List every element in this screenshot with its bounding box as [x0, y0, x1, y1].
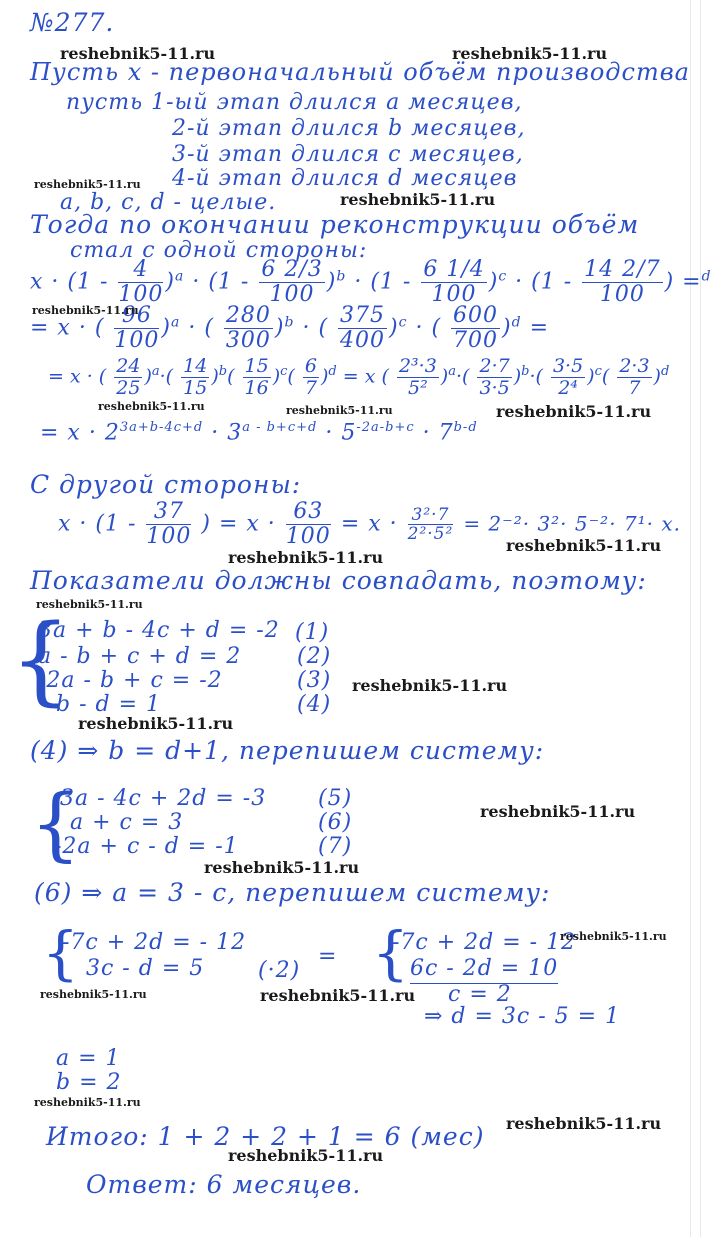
step6-left-eq-1: -7c + 2d = - 12 — [62, 930, 247, 955]
intro-line-6: a, b, c, d - целые. — [60, 190, 277, 215]
watermark: reshebnik5-11.ru — [60, 44, 216, 63]
watermark: reshebnik5-11.ru — [32, 304, 139, 317]
system-tag-1: (1) — [295, 620, 330, 645]
step6-c-result: c = 2 — [448, 982, 512, 1007]
system-eq-4: b - d = 1 — [56, 692, 162, 717]
watermark: reshebnik5-11.ru — [496, 402, 652, 421]
intro-line-4: 3-й этап длился c месяцев, — [172, 142, 524, 167]
watermark: reshebnik5-11.ru — [352, 676, 508, 695]
system-eq-1: 3a + b - 4c + d = -2 — [38, 618, 280, 643]
watermark: reshebnik5-11.ru — [34, 178, 141, 191]
watermark: reshebnik5-11.ru — [34, 1096, 141, 1109]
watermark: reshebnik5-11.ru — [98, 400, 205, 413]
watermark: reshebnik5-11.ru — [506, 536, 662, 555]
problem-number: №277. — [30, 8, 115, 37]
expression-row-4: = $x \cdot 2^{3a+b-4c+d} \cdot 3^{a - b+c+d} \cdot 5^{-2a-b+c} \cdot 7^{b-d}$ — [40, 420, 478, 446]
answer-line: Ответ: 6 месяцев. — [86, 1170, 362, 1199]
step4-tag-7: (7) — [318, 834, 353, 859]
watermark: reshebnik5-11.ru — [36, 598, 143, 611]
intro-line-2: пусть 1-ый этап длился a месяцев, — [66, 90, 523, 115]
watermark: reshebnik5-11.ru — [78, 714, 234, 733]
system-eq-3: -2a - b + c = -2 — [38, 668, 223, 693]
then-line-2: стал с одной стороны: — [70, 238, 368, 263]
intro-line-3: 2-й этап длился b месяцев, — [172, 116, 526, 141]
watermark: reshebnik5-11.ru — [286, 404, 393, 417]
exponents-title: Показатели должны совпадать, поэтому: — [30, 566, 647, 595]
margin-guide-line — [690, 0, 691, 1237]
system-brace: { — [10, 604, 72, 716]
expression-row-2: = x · ( $\frac{96}{100}$ )$^a$ · ( $\frac{280}{300}$ )$^b$ · ( $\frac{375}{400}$ )$^c$ · ( $\frac{600}{700}$ )$^d$ = — [30, 303, 550, 354]
fraction: $\frac{6 1/4}{100}$ — [423, 257, 485, 308]
step4-eq-1: 3a - 4c + 2d = -3 — [60, 786, 267, 811]
other-side-title: С другой стороны: — [30, 470, 302, 499]
watermark: reshebnik5-11.ru — [260, 986, 416, 1005]
step6-equals: = — [318, 944, 338, 969]
other-side-equation: x · (1 - $\frac{37}{100}$ ) = x · $\frac{63}{100}$ = x · $\frac{\text{3²·7}}{\text{2²·5²}}$ = 2⁻²· 3²· 5⁻²· 7¹· x. — [58, 499, 682, 550]
value-b: b = 2 — [56, 1070, 122, 1095]
fraction: $\frac{4}{100}$ — [118, 257, 164, 308]
watermark: reshebnik5-11.ru — [452, 44, 608, 63]
step6-left-eq-2: 3c - d = 5 — [86, 956, 205, 981]
watermark: reshebnik5-11.ru — [204, 858, 360, 877]
step-6-text: (6) ⇒ a = 3 - c, перепишем систему: — [34, 878, 551, 907]
expression-row-1: x · (1 - $\frac{4}{100}$ )$^a$ · (1 - $\frac{6 2/3}{100}$ )$^b$ · (1 - $\frac{6 1/4}{100}$ )$^c$ · (1 - $\frac{14 2/7}{100}$ ) =$^d$ — [30, 257, 712, 308]
intro-line-1: Пусть x - первоначальный объём производства — [30, 58, 690, 86]
watermark: reshebnik5-11.ru — [228, 548, 384, 567]
step4-eq-2: a + c = 3 — [70, 810, 184, 835]
watermark: reshebnik5-11.ru — [340, 190, 496, 209]
step4-tag-6: (6) — [318, 810, 353, 835]
system-eq-2: a - b + c + d = 2 — [38, 644, 242, 669]
value-a: a = 1 — [56, 1046, 121, 1071]
watermark: reshebnik5-11.ru — [40, 988, 147, 1001]
expression-row-3: = x · ( $\frac{24}{25}$ )$^a$·( $\frac{14}{15}$ )$^b$( $\frac{15}{16}$ )$^c$( $\frac{6}{7}$ )$^d$ = x ( $\frac{\text{2³·3}}{\text{5²}}$ )$^a$·( $\frac{2\cdot 7}{3\cdot 5}$ )$^b$·( $\frac{3\cdot 5}{\text{2⁴}}$ )$^c$( $\frac{2\cdot 3}{7}$ )$^d$ — [48, 355, 670, 399]
system-tag-4: (4) — [297, 692, 332, 717]
step6-right-eq-1: -7c + 2d = - 12 — [392, 930, 577, 955]
system-brace: { — [30, 777, 81, 870]
margin-guide-line — [700, 0, 701, 1237]
watermark: reshebnik5-11.ru — [228, 1146, 384, 1165]
step-4-text: (4) ⇒ b = d+1, перепишем систему: — [30, 736, 545, 765]
fraction: $\frac{6 2/3}{100}$ — [261, 257, 323, 308]
step6-right-eq-2: 6c - 2d = 10 — [410, 956, 558, 984]
step4-tag-5: (5) — [318, 786, 353, 811]
system-brace: { — [372, 919, 409, 987]
step6-multiplier: (·2) — [258, 958, 301, 983]
step4-eq-3: -2a + c - d = -1 — [54, 834, 239, 859]
then-line-1: Тогда по окончании реконструкции объём — [30, 210, 640, 239]
system-tag-2: (2) — [297, 644, 332, 669]
watermark: reshebnik5-11.ru — [560, 930, 667, 943]
fraction: $\frac{14 2/7}{100}$ — [584, 257, 661, 308]
system-tag-3: (3) — [297, 668, 332, 693]
intro-line-5: 4-й этап длился d месяцев — [172, 166, 518, 191]
watermark: reshebnik5-11.ru — [506, 1114, 662, 1133]
total-line: Итого: 1 + 2 + 2 + 1 = 6 (мес) — [46, 1122, 485, 1151]
watermark: reshebnik5-11.ru — [480, 802, 636, 821]
system-brace: { — [42, 919, 79, 987]
step6-d-result: ⇒ d = 3c - 5 = 1 — [424, 1004, 621, 1029]
